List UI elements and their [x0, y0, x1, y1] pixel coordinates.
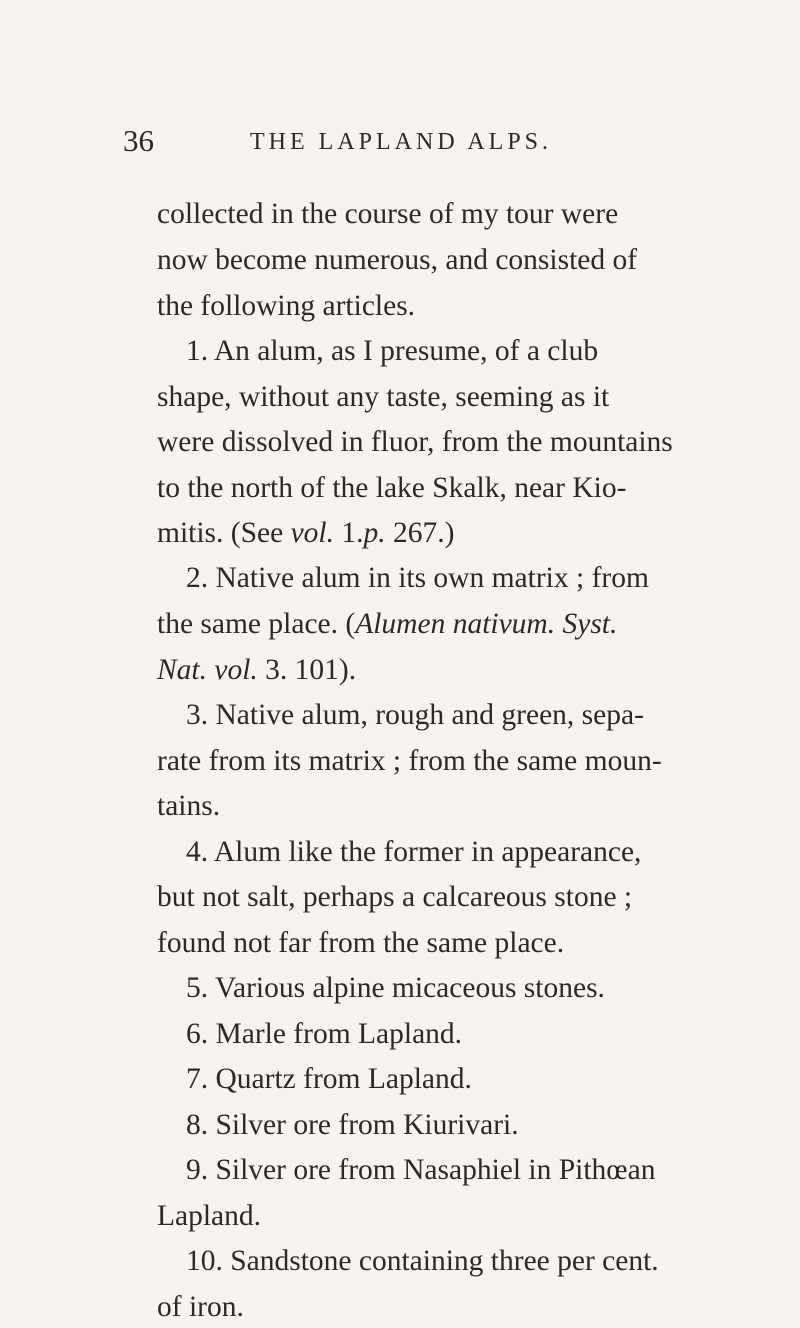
running-head: THE LAPLAND ALPS. [250, 129, 553, 155]
page-number: 36 [123, 123, 154, 158]
text-line: of iron. [157, 1291, 244, 1323]
italic-span: p. [363, 517, 386, 549]
text-line: found not far from the same place. [157, 927, 565, 959]
text-line: 7. Quartz from Lapland. [186, 1063, 472, 1095]
text-line: Lapland. [157, 1200, 262, 1232]
text-line: 6. Marle from Lapland. [186, 1018, 463, 1050]
text-line: collected in the course of my tour were [157, 198, 619, 230]
text-line: but not salt, perhaps a calcareous stone ; [157, 881, 633, 913]
text-line: were dissolved in fluor, from the mountains [157, 426, 673, 458]
text-line [157, 650, 356, 690]
text-span: 3. 101). [257, 654, 357, 686]
text-line: tains. [157, 790, 221, 822]
text-line: rate from its matrix ; from the same moun- [157, 745, 662, 777]
italic-span: Nat. vol. [157, 654, 258, 686]
text-span: mitis. (See [157, 517, 291, 549]
text-line: 10. Sandstone containing three per cent. [186, 1245, 659, 1277]
text-line [157, 513, 454, 553]
text-span: the same place. ( [157, 608, 356, 640]
text-line: 1. An alum, as I presume, of a club [186, 335, 599, 367]
italic-span: Alumen nativum. Syst. [355, 608, 618, 640]
text-line: 4. Alum like the former in appearance, [186, 836, 642, 868]
text-span: 267.) [385, 517, 455, 549]
text-line: 9. Silver ore from Nasaphiel in Pithœan [186, 1154, 656, 1186]
text-line: to the north of the lake Skalk, near Kio- [157, 472, 627, 504]
text-line: 5. Various alpine micaceous stones. [186, 972, 605, 1004]
text-span: 1. [333, 517, 364, 549]
text-line: 2. Native alum in its own matrix ; from [186, 562, 649, 594]
text-line: shape, without any taste, seeming as it [157, 381, 610, 413]
text-line: 3. Native alum, rough and green, sepa- [186, 699, 644, 731]
text-line: 8. Silver ore from Kiurivari. [186, 1109, 519, 1141]
italic-span: vol. [290, 517, 334, 549]
text-line: the following articles. [157, 290, 416, 322]
text-line [157, 604, 617, 644]
text-line: now become numerous, and consisted of [157, 244, 638, 276]
